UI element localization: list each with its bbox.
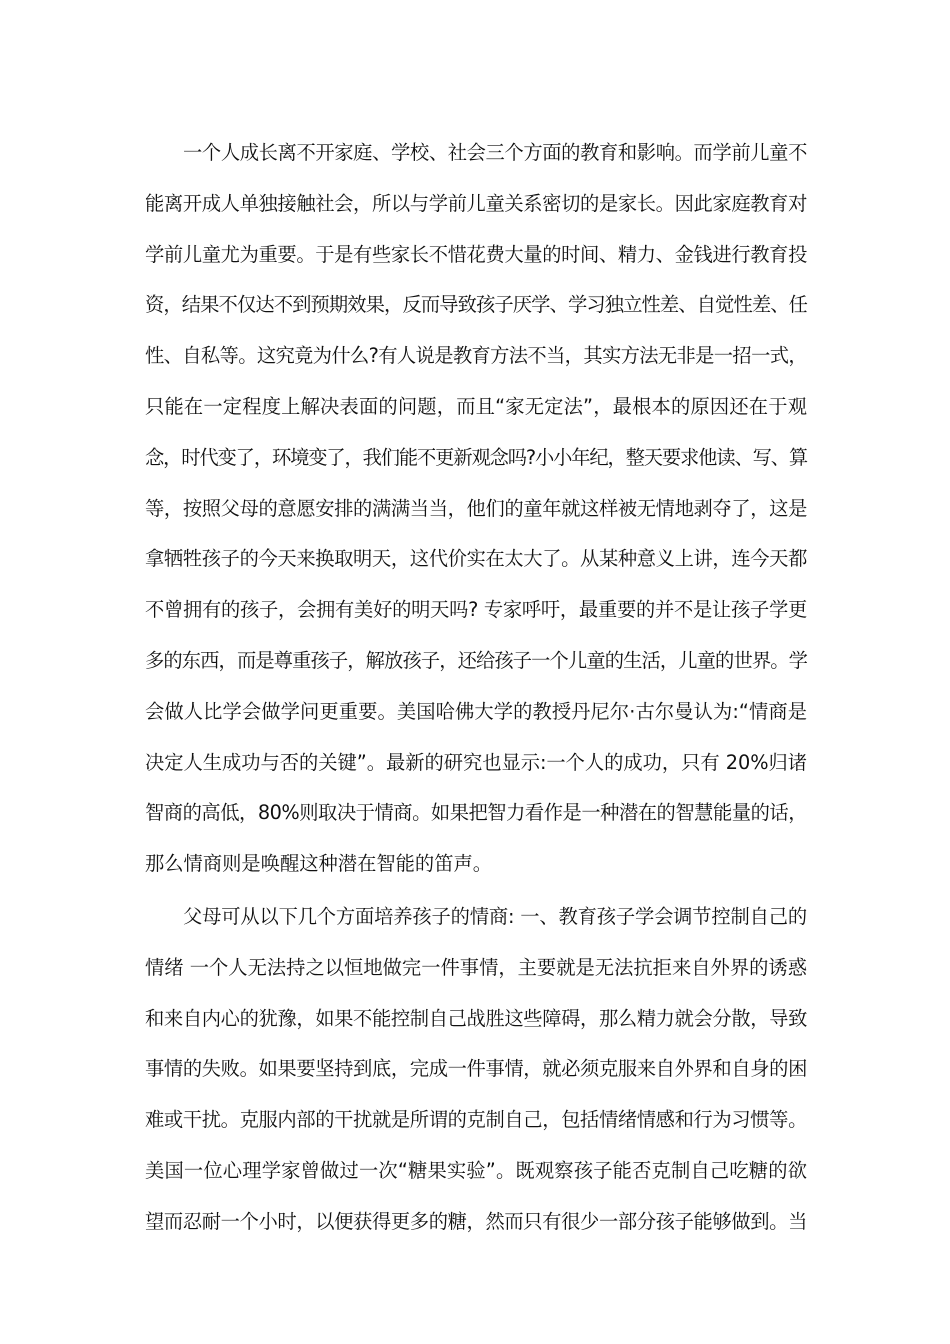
paragraph-2: [145, 892, 807, 1248]
text-line: 只能在一定程度上解决表面的问题，而且“家无定法”，最根本的原因还在于观: [145, 394, 807, 418]
text-line: 会做人比学会做学问更重要。美国哈佛大学的教授丹尼尔·古尔曼认为:“情商是: [145, 699, 807, 723]
paragraph-1: [145, 128, 807, 890]
text-line: 拿牺牲孩子的今天来换取明天，这代价实在太大了。从某种意义上讲，连今天都: [145, 547, 807, 571]
text-line: 资，结果不仅达不到预期效果，反而导致孩子厌学、学习独立性差、自觉性差、任: [145, 293, 807, 317]
text-line: 和来自内心的犹豫，如果不能控制自己战胜这些障碍，那么精力就会分散，导致: [145, 1006, 807, 1030]
document-body: [145, 128, 807, 1248]
text-line: 念，时代变了，环境变了，我们能不更新观念吗?小小年纪，整天要求他读、写、算: [145, 445, 807, 469]
text-line: 父母可从以下几个方面培养孩子的情商: 一、教育孩子学会调节控制自己的: [183, 904, 807, 928]
text-line: 多的东西，而是尊重孩子，解放孩子，还给孩子一个儿童的生活，儿童的世界。学: [145, 648, 807, 672]
text-line: 等，按照父母的意愿安排的满满当当，他们的童年就这样被无情地剥夺了，这是: [145, 496, 807, 520]
text-line: 情绪 一个人无法持之以恒地做完一件事情，主要就是无法抗拒来自外界的诱惑: [145, 955, 807, 979]
text-line: 难或干扰。克服内部的干扰就是所谓的克制自己，包括情绪情感和行为习惯等。: [145, 1108, 807, 1132]
text-line: 一个人成长离不开家庭、学校、社会三个方面的教育和影响。而学前儿童不: [183, 141, 807, 164]
text-line: 事情的失败。如果要坚持到底，完成一件事情，就必须克服来自外界和自身的困: [145, 1057, 807, 1081]
text-line: 不曾拥有的孩子，会拥有美好的明天吗? 专家呼吁，最重要的并不是让孩子学更: [145, 598, 807, 622]
text-line: 性、自私等。这究竟为什么?有人说是教育方法不当，其实方法无非是一招一式，: [145, 344, 807, 368]
text-line: 能离开成人单独接触社会，所以与学前儿童关系密切的是家长。因此家庭教育对: [145, 191, 807, 215]
text-line: 那么情商则是唤醒这种潜在智能的笛声。: [145, 852, 493, 876]
text-line: 学前儿童尤为重要。于是有些家长不惜花费大量的时间、精力、金钱进行教育投: [145, 242, 807, 266]
text-line: 智商的高低，80%则取决于情商。如果把智力看作是一种潜在的智慧能量的话，: [145, 801, 807, 825]
text-line: 望而忍耐一个小时，以便获得更多的糖，然而只有很少一部分孩子能够做到。当: [145, 1209, 807, 1233]
text-line: 决定人生成功与否的关键”。最新的研究也显示:一个人的成功，只有 20%归诸: [145, 750, 807, 774]
text-line: 美国一位心理学家曾做过一次“糖果实验”。既观察孩子能否克制自己吃糖的欲: [145, 1158, 807, 1182]
